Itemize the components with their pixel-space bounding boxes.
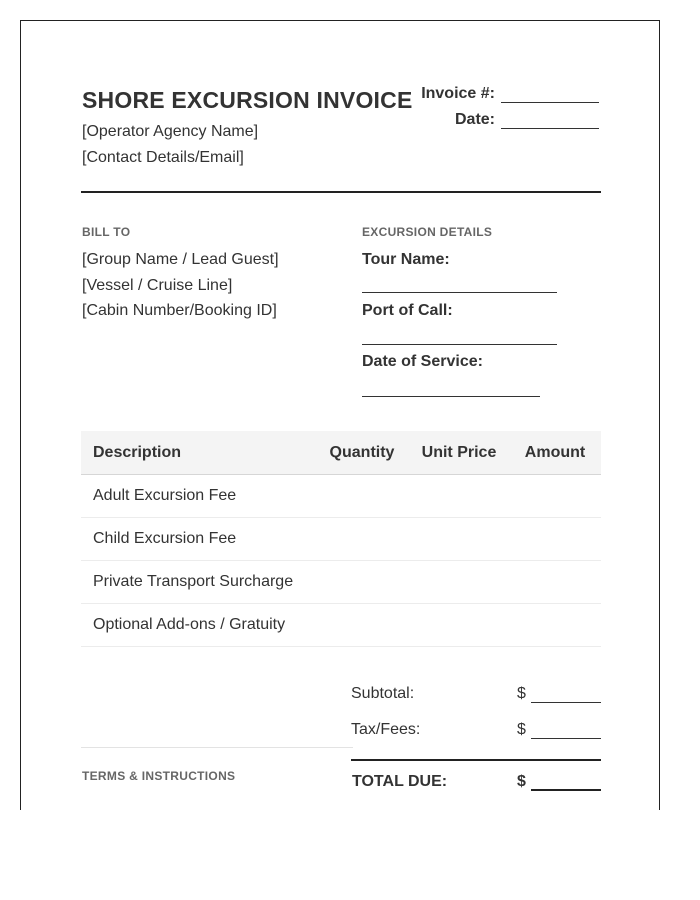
tax-fees-currency: $ bbox=[517, 721, 526, 738]
subtotal-currency: $ bbox=[517, 685, 526, 702]
line-items-table bbox=[81, 431, 601, 647]
invoice-title: SHORE EXCURSION INVOICE bbox=[82, 87, 413, 113]
total-due-value bbox=[517, 773, 601, 791]
row-quantity[interactable] bbox=[315, 561, 409, 604]
row-amount[interactable] bbox=[509, 475, 601, 518]
row-amount[interactable] bbox=[509, 518, 601, 561]
tour-name-field[interactable] bbox=[362, 292, 557, 293]
table-row bbox=[81, 518, 601, 561]
table-row bbox=[81, 604, 601, 647]
total-due-field[interactable] bbox=[531, 775, 601, 791]
invoice-sheet bbox=[20, 20, 660, 810]
invoice-number-row bbox=[421, 85, 599, 103]
tax-fees-label: Tax/Fees: bbox=[351, 721, 421, 738]
port-of-call-field[interactable] bbox=[362, 344, 557, 345]
date-of-service-field[interactable] bbox=[362, 396, 540, 397]
total-due-currency: $ bbox=[517, 773, 526, 790]
tour-name-label: Tour Name: bbox=[362, 251, 450, 268]
terms-label: TERMS & INSTRUCTIONS bbox=[82, 769, 236, 783]
excursion-details-label: EXCURSION DETAILS bbox=[362, 225, 493, 239]
row-quantity[interactable] bbox=[315, 604, 409, 647]
total-due-label: TOTAL DUE: bbox=[352, 773, 448, 790]
bill-to-cabin: [Cabin Number/Booking ID] bbox=[82, 302, 277, 319]
bill-to-label: BILL TO bbox=[82, 225, 131, 239]
invoice-date-row bbox=[455, 111, 599, 129]
column-header-amount: Amount bbox=[509, 431, 601, 475]
row-quantity[interactable] bbox=[315, 475, 409, 518]
table-row bbox=[81, 561, 601, 604]
row-unit-price[interactable] bbox=[409, 561, 509, 604]
subtotal-field[interactable] bbox=[531, 688, 601, 703]
terms-divider bbox=[81, 747, 353, 748]
subtotal-value bbox=[517, 685, 601, 703]
port-of-call-label: Port of Call: bbox=[362, 302, 453, 319]
row-unit-price[interactable] bbox=[409, 518, 509, 561]
row-description: Adult Excursion Fee bbox=[81, 475, 315, 518]
table-header-row bbox=[81, 431, 601, 475]
row-description: Private Transport Surcharge bbox=[81, 561, 315, 604]
row-description: Child Excursion Fee bbox=[81, 518, 315, 561]
column-header-description: Description bbox=[81, 431, 315, 475]
row-amount[interactable] bbox=[509, 604, 601, 647]
agency-name: [Operator Agency Name] bbox=[82, 123, 259, 140]
row-amount[interactable] bbox=[509, 561, 601, 604]
row-unit-price[interactable] bbox=[409, 604, 509, 647]
total-divider bbox=[351, 759, 601, 761]
column-header-quantity: Quantity bbox=[315, 431, 409, 475]
invoice-number-label: Invoice #: bbox=[421, 85, 495, 102]
header-divider bbox=[81, 191, 601, 193]
invoice-date-label: Date: bbox=[454, 111, 495, 128]
column-header-unit-price: Unit Price bbox=[409, 431, 509, 475]
bill-to-vessel: [Vessel / Cruise Line] bbox=[82, 277, 233, 294]
date-of-service-label: Date of Service: bbox=[362, 353, 483, 370]
bill-to-group-name: [Group Name / Lead Guest] bbox=[82, 251, 279, 268]
invoice-number-field[interactable] bbox=[501, 88, 599, 103]
tax-fees-field[interactable] bbox=[531, 724, 601, 739]
row-quantity[interactable] bbox=[315, 518, 409, 561]
subtotal-label: Subtotal: bbox=[351, 685, 415, 702]
tax-fees-value bbox=[517, 721, 601, 739]
contact-details: [Contact Details/Email] bbox=[82, 149, 244, 166]
invoice-date-field[interactable] bbox=[501, 114, 599, 129]
row-unit-price[interactable] bbox=[409, 475, 509, 518]
row-description: Optional Add-ons / Gratuity bbox=[81, 604, 315, 647]
table-row bbox=[81, 475, 601, 518]
